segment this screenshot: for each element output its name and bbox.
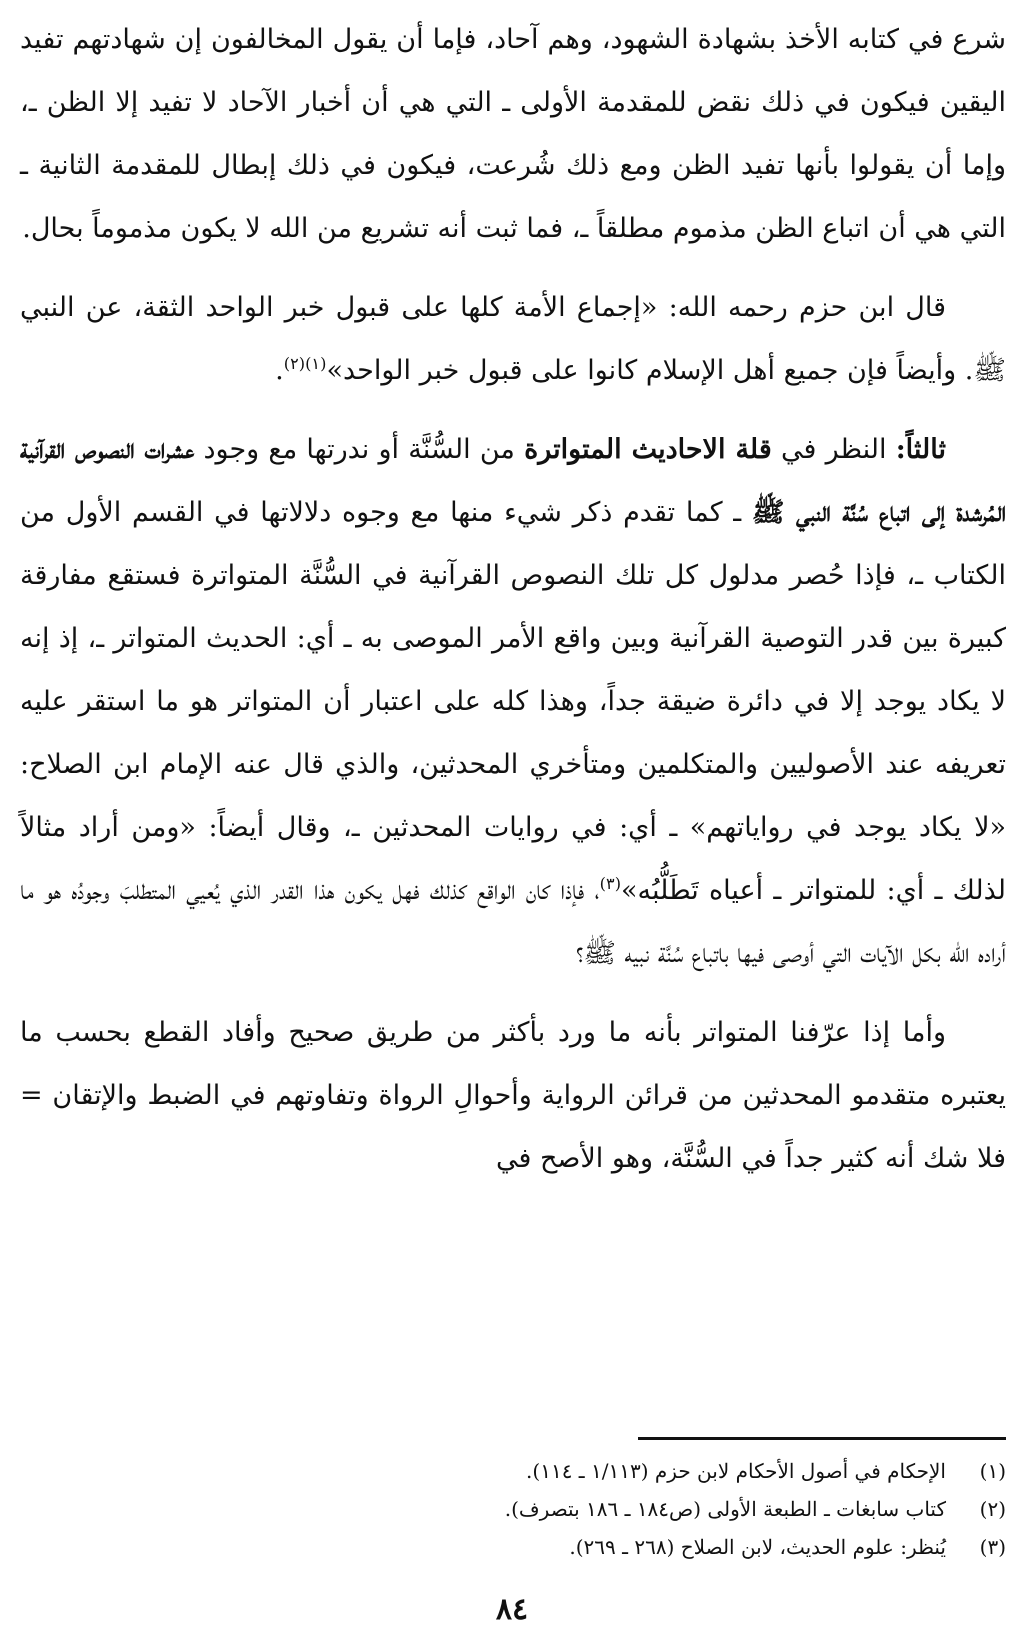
paragraph-3-text-1: النظر في [780, 434, 887, 465]
paragraph-3-bold-2: عشرات النصوص القرآنية المُرشدة إلى اتباع سُنَّة النبي ﷺ [20, 434, 1006, 528]
footnote-2 [40, 1490, 1006, 1528]
footnote-text: يُنظر: علوم الحديث، لابن الصلاح (٢٦٨ ـ ٢٦٩). [569, 1535, 946, 1559]
paragraph-4-text: وأما إذا عرّفنا المتواتر بأنه ما ورد بأكثر من طريق صحيح وأفاد القطع بحسب ما يعتبره متقدمو المحدثين من قرائن الرواية وأحوالِ الرواة وتفاوتهم في الضبط والإتقان = فلا شك أنه كثير جداً في السُّنَّة، وهو الأصح في [20, 1017, 1006, 1174]
footnote-number: (٣) [979, 1535, 1006, 1559]
footnote-divider [638, 1437, 1006, 1440]
paragraph-3-text-3: ـ كما تقدم ذكر شيء منها مع وجوه دلالاتها في القسم الأول من الكتاب ـ، فإذا حُصر مدلول كل تلك النصوص القرآنية في السُّنَّة المتواترة فستقع مفارقة كبيرة بين قدر التوصية القرآنية وبين واقع الأمر الموصى به ـ أي: الحديث المتواتر ـ، إذ إنه لا يكاد يوجد إلا في دائرة ضيقة جداً، وهذا كله على اعتبار أن المتواتر هو ما استقر عليه تعريفه عند الأصوليين والمتكلمين ومتأخري المحدثين، والذي قال عنه الإمام ابن الصلاح: «لا يكاد يوجد في رواياتهم» ـ أي: في روايات المحدثين ـ، وقال أيضاً: «ومن أراد مثالاً لذلك ـ أي: للمتواتر ـ أعياه تَطَلُّبُه» [20, 497, 1006, 906]
footnote-1 [40, 1452, 1006, 1490]
main-text [20, 8, 1006, 1206]
paragraph-3 [20, 418, 1006, 985]
paragraph-3-lead: ثالثاً: [895, 434, 947, 465]
paragraph-3-text-4: ، فإذا كان الواقع كذلك فهل يكون هذا القدر الذي يُعيي المتطلبَ وجودُه هو ما أراده الله بكل الآيات التي أوصى فيها باتباع سُنَّة نبيه ﷺ؟ [20, 875, 1006, 969]
footnote-refs-1-2: (١)(٢) [283, 354, 327, 373]
paragraph-3-bold-1: قلة الاحاديث المتواترة [524, 434, 772, 465]
footnote-text: كتاب سابغات ـ الطبعة الأولى (ص١٨٤ ـ ١٨٦ بتصرف). [504, 1497, 946, 1521]
footnote-number: (٢) [979, 1497, 1006, 1521]
footnote-text: الإحكام في أصول الأحكام لابن حزم (١/١١٣ ـ ١١٤). [526, 1459, 946, 1483]
paragraph-1-text: شرع في كتابه الأخذ بشهادة الشهود، وهم آحاد، فإما أن يقول المخالفون إن شهادتهم تفيد اليقين فيكون في ذلك نقض للمقدمة الأولى ـ التي هي أن أخبار الآحاد لا تفيد إلا الظن ـ، وإما أن يقولوا بأنها تفيد الظن ومع ذلك شُرعت، فيكون في ذلك إبطال للمقدمة الثانية ـ التي هي أن اتباع الظن مذموم مطلقاً ـ، فما ثبت أنه تشريع من الله لا يكون مذموماً بحال. [20, 24, 1006, 244]
paragraph-3-text-2: من السُّنَّة أو ندرتها مع وجود [203, 434, 515, 465]
paragraph-2-end: . [275, 355, 284, 386]
paragraph-1 [20, 8, 1006, 260]
page-number: ٨٤ [495, 1592, 529, 1627]
paragraph-2-text: قال ابن حزم رحمه الله: «إجماع الأمة كلها على قبول خبر الواحد الثقة، عن النبي ﷺ. وأيضاً فإن جميع أهل الإسلام كانوا على قبول خبر الواحد» [20, 292, 1006, 386]
footnote-ref-3: (٣) [599, 874, 622, 893]
paragraph-2 [20, 276, 1006, 402]
footnote-3 [40, 1528, 1006, 1566]
paragraph-4 [20, 1001, 1006, 1190]
footnote-number: (١) [979, 1459, 1006, 1483]
footnotes [40, 1452, 1006, 1566]
